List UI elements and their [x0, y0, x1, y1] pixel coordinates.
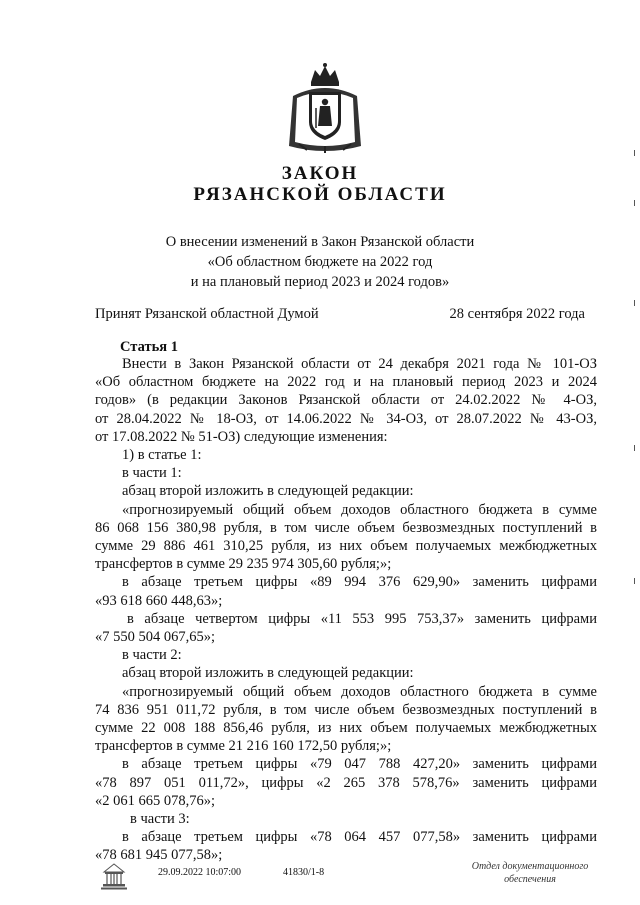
text-line: «прогнозируемый общий объем доходов областного бюджета в сумме — [122, 501, 597, 518]
scan-artifact — [634, 578, 635, 584]
text-line: 1) в статье 1: — [122, 447, 202, 464]
text-line: трансфертов в сумме 21 216 160 172,50 рубля;»; — [95, 738, 392, 755]
text-line: в части 1: — [122, 465, 182, 482]
text-line: «78 681 945 077,58»; — [95, 847, 223, 864]
law-subject — [0, 232, 640, 292]
text-line: в части 3: — [130, 811, 190, 828]
text-line: 86 068 156 380,98 рубля, в том числе объем безвозмездных поступлений в — [95, 519, 597, 536]
text-line: сумме 29 886 461 310,25 рубля, из них объем получаемых межбюджетных — [95, 538, 597, 555]
text-line: «прогнозируемый общий объем доходов областного бюджета в сумме — [122, 683, 597, 700]
stamp-line: обеспечения — [504, 874, 556, 885]
text-line: «78 897 051 011,72», цифры «2 265 378 578,76» заменить цифрами — [95, 774, 597, 791]
text-line: абзац второй изложить в следующей редакции: — [122, 665, 414, 682]
subject-line: «Об областном бюджете на 2022 год — [207, 254, 433, 270]
adoption-date: 28 сентября 2022 года — [449, 306, 585, 322]
text-line: трансфертов в сумме 29 235 974 305,60 рубля;»; — [95, 556, 392, 573]
scan-artifact — [634, 445, 635, 451]
scan-artifact — [634, 300, 635, 306]
article-body — [95, 355, 597, 865]
law-region-title: РЯЗАНСКОЙ ОБЛАСТИ — [193, 184, 447, 205]
text-line: 74 836 951 011,72 рубля, в том числе объем безвозмездных поступлений в — [95, 701, 597, 718]
text-line: «Об областном бюджете на 2022 год и на плановый период 2023 и 2024 — [95, 374, 597, 391]
text-line: от 28.04.2022 № 18-ОЗ, от 14.06.2022 № 34-ОЗ, от 28.07.2022 № 43-ОЗ, — [95, 410, 597, 427]
text-line: годов» (в редакции Законов Рязанской области от 24.02.2022 № 4-ОЗ, — [95, 392, 597, 409]
footer-stamp — [450, 860, 610, 886]
text-line: «93 618 660 448,63»; — [95, 592, 223, 609]
parliament-building-icon — [100, 858, 128, 892]
adopted-by: Принят Рязанской областной Думой — [95, 306, 319, 322]
text-line: абзац второй изложить в следующей редакции: — [122, 483, 414, 500]
scan-artifact — [634, 150, 635, 156]
text-line: в части 2: — [122, 647, 182, 664]
text-line: в абзаце третьем цифры «89 994 376 629,90» заменить цифрами — [122, 574, 597, 591]
text-line: Внести в Закон Рязанской области от 24 декабря 2021 года № 101-ОЗ — [122, 356, 597, 372]
text-line: в абзаце третьем цифры «78 064 457 077,58» заменить цифрами — [122, 829, 597, 846]
ryazan-coat-of-arms-icon — [285, 62, 365, 156]
footer-timestamp: 29.09.2022 10:07:00 — [158, 867, 242, 878]
text-line: «7 550 504 067,65»; — [95, 629, 216, 646]
text-line: «2 061 665 078,76»; — [95, 792, 216, 809]
article-title: Статья 1 — [120, 339, 178, 355]
stamp-line: Отдел документационного — [471, 861, 589, 872]
law-title: ЗАКОН — [281, 163, 359, 184]
subject-line: и на плановый период 2023 и 2024 годов» — [190, 274, 450, 290]
text-line: сумме 22 008 188 856,46 рубля, из них объем получаемых межбюджетных — [95, 720, 597, 737]
text-line: от 17.08.2022 № 51-ОЗ) следующие изменения: — [95, 428, 388, 445]
footer-doc-number: 41830/1-8 — [283, 867, 325, 878]
subject-line: О внесении изменений в Закон Рязанской области — [165, 234, 475, 250]
scan-artifact — [634, 200, 635, 206]
text-line: в абзаце четвертом цифры «11 553 995 753,37» заменить цифрами — [127, 610, 597, 627]
text-line: в абзаце третьем цифры «79 047 788 427,20» заменить цифрами — [122, 756, 597, 773]
